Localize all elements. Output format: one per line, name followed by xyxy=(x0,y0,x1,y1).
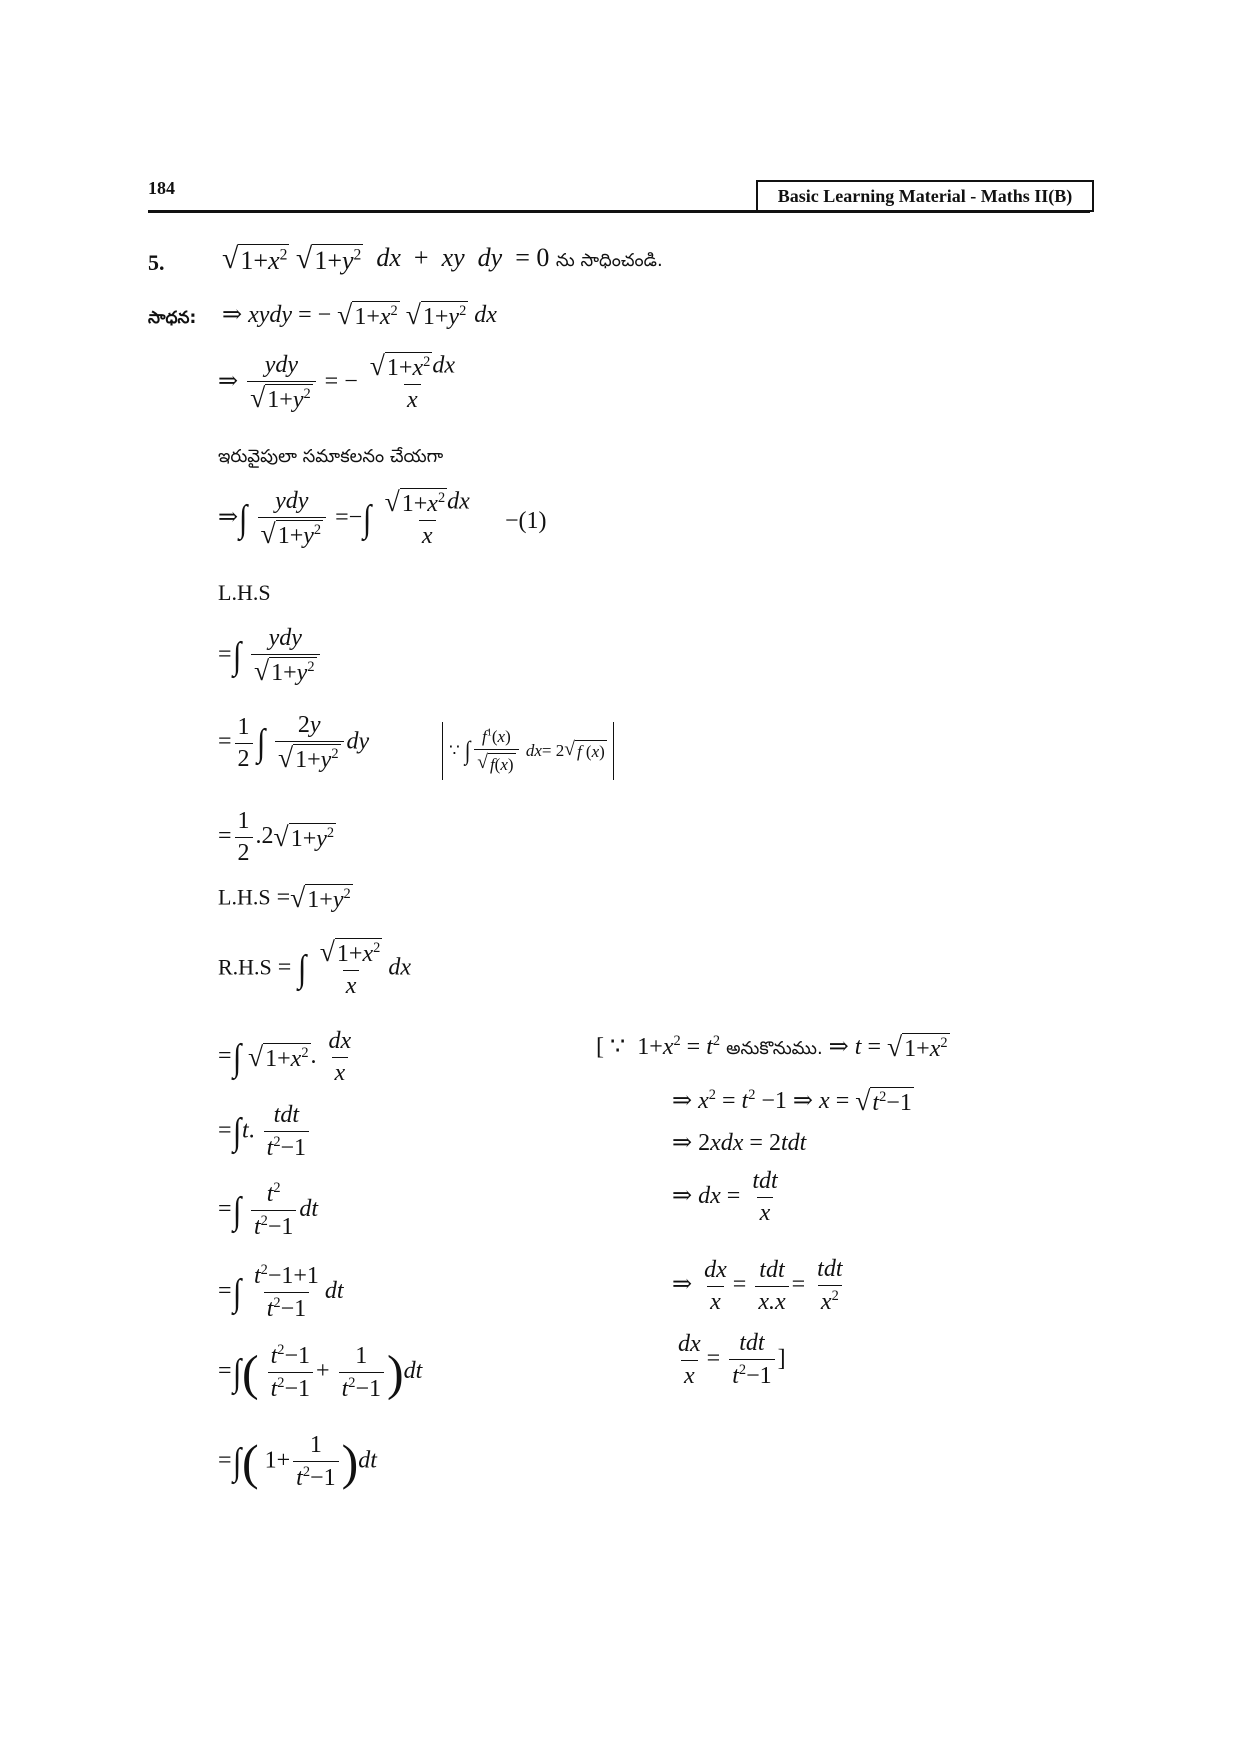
rhs-step-5: =∫ $\frac{t^2-1+1}{t^2-1}$ dt xyxy=(218,1262,344,1322)
step-integral-eq1: ⇒∫ ydy √ $1+y^2$ =−∫ √ $1+x^2$ dx x xyxy=(218,486,470,549)
lhs-step-1: =∫ ydy √ $1+y^2$ xyxy=(218,625,323,687)
step-xydy: ⇒ xydy = − √ $1+x^2$ √ $1+y^2$ dx xyxy=(222,299,497,331)
rhs-step-2: =∫ √ $1+x^2$ . $\frac{dx}{x}$ xyxy=(218,1028,352,1086)
formula-hint: ∵ ∫ $f^1(x)$ √ f(x) dx = 2 √ f (x) xyxy=(442,722,614,780)
problem-instruction: ను సాధించండి. xyxy=(555,250,663,271)
rhs-step-3: =∫t. $\frac{\text{tdt}}{t^2-1}$ xyxy=(218,1102,312,1162)
step-separate: ⇒ ydy √ $1+y^2$ = − √ $1+x^2$ dx x xyxy=(218,350,455,413)
page-number: 184 xyxy=(148,178,175,198)
let-word: అనుకొనుము. xyxy=(726,1038,823,1059)
problem-number: 5. xyxy=(148,250,165,275)
rhs-step-4: =∫ $\frac{t^2}{t^2-1}$ dt xyxy=(218,1180,319,1240)
substitution-4: ⇒ dx = $\frac{\text{tdt}}{x}$ xyxy=(672,1168,778,1226)
problem-equation: √ $1+x^2$ √ $1+y^2$ dx + xy dy = 0 ను సాధించండి. xyxy=(222,242,663,276)
equation-tag: −(1) xyxy=(505,508,547,534)
lhs-step-2: = $\frac{1}{2}$ ∫ 2y √ $1+y^2$ dy xyxy=(218,712,370,773)
solution-label: సాధన: xyxy=(148,308,197,328)
substitution-2: ⇒ $x^2 = t^2 -1$ ⇒ x = √ $t^2-1$ xyxy=(672,1085,912,1117)
book-title: Basic Learning Material - Maths II(B) xyxy=(777,185,1073,206)
substitution-5: ⇒ $\frac{dx}{x}$ = $\frac{\text{tdt}}{x.x}$ = $\frac{\text{tdt}}{x^2}$ xyxy=(672,1256,843,1315)
substitution-3: ⇒ 2xdx = 2tdt xyxy=(672,1130,807,1156)
lhs-label: L.H.S xyxy=(218,580,271,605)
substitution-1: [ ∵ $1+x^2 = t^2$ అనుకొనుము. ⇒ t = √ $1+x^2$ xyxy=(596,1031,948,1063)
rhs-step-6: =∫( $\frac{t^2-1}{t^2-1}$ + $\frac{1}{t^2-1}$ )dt xyxy=(218,1342,423,1402)
lhs-result-label: L.H.S xyxy=(218,884,271,910)
header-rule xyxy=(148,210,1090,213)
rhs-step-1: R.H.S = ∫ √ $1+x^2$ x dx xyxy=(218,936,411,999)
integrate-both-sides: ఇరువైపులా సమాకలనం చేయగా xyxy=(218,446,444,467)
lhs-step-3: = $\frac{1}{2}$ .2 √ $1+y^2$ xyxy=(218,808,335,866)
book-title-box xyxy=(756,180,1094,212)
problem-rhs: = 0 xyxy=(515,243,550,272)
rhs-label: R.H.S xyxy=(218,954,272,980)
lhs-result: L.H.S = √ $1+y^2$ xyxy=(218,882,351,913)
substitution-6: $\frac{dx}{x}$ = $\frac{\text{tdt}}{t^2-1}$ ] xyxy=(678,1330,786,1389)
rhs-step-7: =∫( 1+ $\frac{1}{t^2-1}$ )dt xyxy=(218,1432,377,1491)
